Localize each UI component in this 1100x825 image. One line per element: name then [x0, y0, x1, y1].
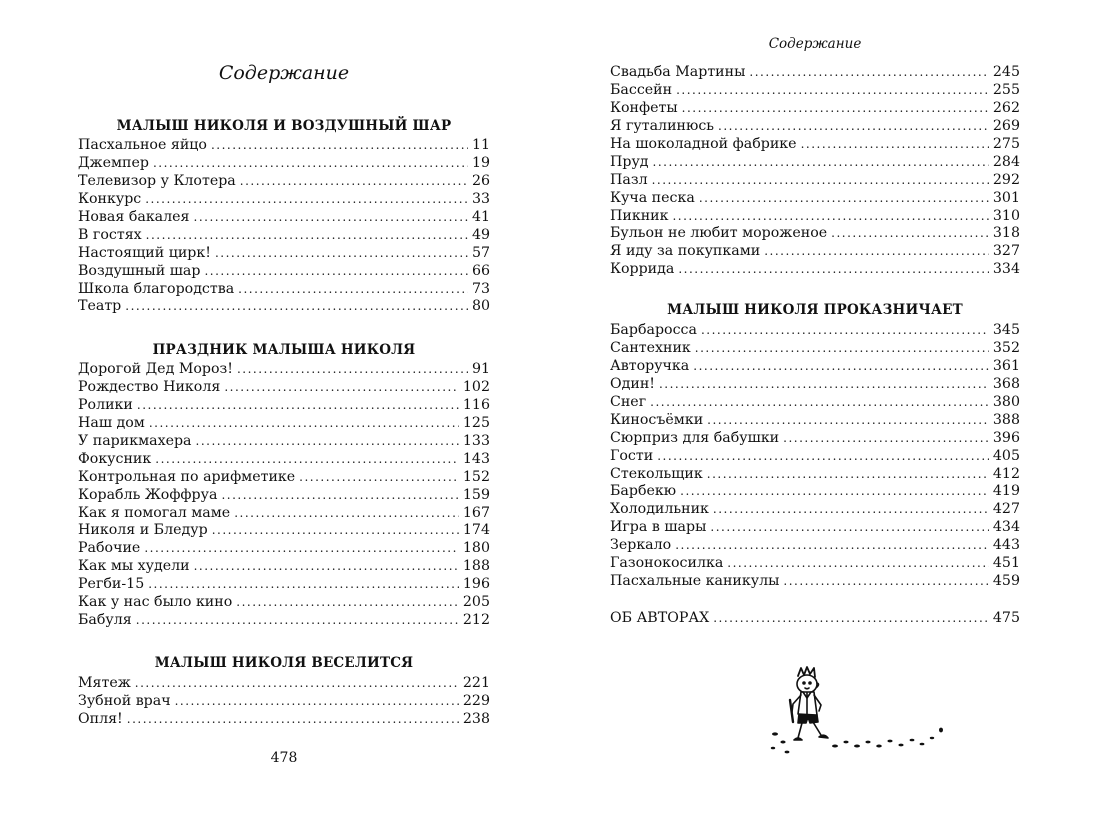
toc-entry[interactable]	[78, 576, 490, 594]
toc-entry-page: 368	[992, 375, 1020, 392]
toc-entry[interactable]	[610, 483, 1020, 501]
toc-entry[interactable]	[610, 610, 1020, 628]
dot-leader	[215, 245, 468, 263]
dot-leader	[695, 340, 989, 358]
dot-leader	[676, 82, 989, 100]
toc-entry-title: Коррида	[610, 261, 675, 278]
toc-entry-page: 26	[471, 172, 490, 189]
dot-leader	[136, 612, 459, 630]
toc-entry-page: 212	[462, 612, 490, 629]
toc-entry-title: Как я помогал маме	[78, 504, 231, 521]
toc-entry-page: 419	[992, 483, 1020, 500]
dot-leader	[175, 693, 459, 711]
section-heading: ПРАЗДНИК МАЛЫША НИКОЛЯ	[152, 342, 416, 358]
toc-entry[interactable]	[610, 501, 1020, 519]
page-number: 478	[270, 750, 298, 766]
dot-leader	[234, 505, 459, 523]
toc-entry[interactable]	[78, 191, 490, 209]
toc-entry-title: Опля!	[78, 710, 123, 727]
toc-entry[interactable]	[610, 555, 1020, 573]
toc-entry-title: Ролики	[78, 396, 133, 413]
toc-list	[78, 361, 490, 630]
toc-entry-page: 301	[992, 189, 1020, 206]
toc-entry[interactable]	[610, 322, 1020, 340]
dot-leader	[707, 412, 989, 430]
dot-leader	[713, 501, 989, 519]
dot-leader	[672, 208, 988, 226]
toc-entry-page: 284	[992, 153, 1020, 170]
toc-entry-title: Рабочие	[78, 540, 141, 557]
toc-entry[interactable]	[610, 412, 1020, 430]
toc-entry[interactable]	[610, 100, 1020, 118]
toc-entry[interactable]	[78, 281, 490, 299]
toc-entry-title: Авторучка	[610, 357, 690, 374]
toc-entry-title: Холодильник	[610, 501, 709, 518]
toc-entry[interactable]	[610, 208, 1020, 226]
toc-entry[interactable]	[610, 519, 1020, 537]
toc-entry-title: Гости	[610, 447, 654, 464]
section-heading: МАЛЫШ НИКОЛЯ ПРОКАЗНИЧАЕТ	[667, 302, 963, 318]
dot-leader	[718, 118, 989, 136]
toc-entry[interactable]	[610, 172, 1020, 190]
toc-entry-page: 91	[471, 361, 490, 377]
toc-entry-title: Настоящий цирк!	[78, 244, 211, 261]
toc-entry-page: 229	[462, 692, 490, 709]
toc-entry[interactable]	[610, 225, 1020, 243]
toc-entry-page: 327	[992, 243, 1020, 260]
toc-entry-page: 292	[992, 171, 1020, 188]
toc-entry-page: 167	[462, 504, 490, 521]
dot-leader	[145, 191, 468, 209]
dot-leader	[764, 243, 989, 261]
section-heading: МАЛЫШ НИКОЛЯ ВЕСЕЛИТСЯ	[154, 655, 414, 671]
toc-entry-page: 262	[992, 99, 1020, 116]
dot-leader	[236, 594, 459, 612]
toc-entry-page: 361	[992, 357, 1020, 374]
toc-entry-title: Рождество Николя	[78, 378, 221, 395]
toc-entry[interactable]	[610, 376, 1020, 394]
toc-entry-page: 143	[462, 450, 490, 467]
dot-leader	[657, 448, 989, 466]
toc-entry[interactable]	[610, 82, 1020, 100]
dot-leader	[144, 540, 459, 558]
dot-leader	[238, 281, 468, 299]
dot-leader	[299, 469, 459, 487]
toc-entry-title: Фокусник	[78, 450, 152, 467]
toc-entry-title: Школа благородства	[78, 280, 235, 297]
toc-entry-title: Джемпер	[78, 154, 149, 171]
left-page	[78, 0, 490, 825]
toc-entry-title: Дорогой Дед Мороз!	[78, 361, 233, 377]
dot-leader	[148, 576, 459, 594]
dot-leader	[831, 225, 989, 243]
dot-leader	[727, 555, 989, 573]
toc-entry[interactable]	[78, 397, 490, 415]
toc-entry-title: Бассейн	[610, 81, 673, 98]
toc-entry-page: 174	[462, 522, 490, 539]
toc-entry-page: 255	[992, 81, 1020, 98]
toc-entry-page: 49	[471, 226, 490, 243]
dot-leader	[699, 190, 989, 208]
toc-entry[interactable]	[78, 451, 490, 469]
dot-leader	[211, 137, 468, 155]
toc-entry-title: Снег	[610, 393, 647, 410]
toc-entry-page: 388	[992, 411, 1020, 428]
toc-entry-title: Барбаросса	[610, 322, 697, 338]
toc-entry-page: 73	[471, 280, 490, 297]
dot-leader	[653, 154, 989, 172]
toc-entry-title: Пруд	[610, 153, 649, 170]
toc-entry-page: 334	[992, 261, 1020, 278]
dot-leader	[240, 173, 468, 191]
toc-entry-page: 57	[471, 244, 490, 261]
toc-entry-title: Регби-15	[78, 576, 145, 593]
toc-entry-title: Сантехник	[610, 339, 691, 356]
toc-entry-page: 275	[992, 135, 1020, 152]
toc-entry-title: Зубной врач	[78, 692, 171, 709]
toc-entry[interactable]	[78, 558, 490, 576]
toc-entry[interactable]	[610, 118, 1020, 136]
toc-entry-page: 11	[471, 137, 490, 153]
toc-entry-page: 33	[471, 190, 490, 207]
toc-entry-page: 405	[992, 447, 1020, 464]
toc-entry-title: Контрольная по арифметике	[78, 468, 296, 485]
dot-leader	[701, 322, 989, 340]
toc-entry-title: Газонокосилка	[610, 555, 724, 572]
toc-entry[interactable]	[78, 540, 490, 558]
boy-figure	[790, 667, 828, 740]
toc-entry[interactable]	[78, 379, 490, 397]
toc-entry[interactable]	[78, 612, 490, 630]
toc-entry-page: 188	[462, 558, 490, 575]
toc-entry-page: 180	[462, 540, 490, 557]
toc-entry[interactable]	[78, 227, 490, 245]
toc-entry[interactable]	[610, 64, 1020, 82]
toc-entry[interactable]	[78, 209, 490, 227]
toc-list	[610, 64, 1020, 279]
toc-entry-title: Мятеж	[78, 675, 131, 691]
dot-leader	[680, 483, 989, 501]
dot-leader	[650, 394, 989, 412]
toc-entry[interactable]	[610, 136, 1020, 154]
toc-entry[interactable]	[610, 358, 1020, 376]
toc-list	[78, 137, 490, 316]
toc-entry[interactable]	[610, 466, 1020, 484]
dot-leader	[801, 136, 989, 154]
dot-leader	[652, 172, 989, 190]
toc-entry-title: Новая бакалея	[78, 208, 190, 225]
toc-entry[interactable]	[78, 263, 490, 281]
toc-entry[interactable]	[610, 340, 1020, 358]
dot-leader	[221, 487, 458, 505]
toc-entry-page: 196	[462, 576, 490, 593]
toc-entry-page: 102	[462, 378, 490, 395]
dot-leader	[675, 537, 989, 555]
toc-entry-page: 434	[992, 519, 1020, 536]
dot-leader	[149, 415, 459, 433]
toc-list	[78, 675, 490, 729]
toc-entry[interactable]	[610, 430, 1020, 448]
toc-entry-page: 133	[462, 432, 490, 449]
toc-entry-page: 380	[992, 393, 1020, 410]
dot-leader	[155, 451, 459, 469]
toc-entry-title: Я иду за покупками	[610, 243, 761, 260]
dot-leader	[137, 397, 459, 415]
toc-entry[interactable]	[610, 154, 1020, 172]
dot-leader	[127, 711, 459, 729]
toc-entry-page: 318	[992, 225, 1020, 242]
toc-entry-page: 41	[471, 208, 490, 225]
toc-entry-title: Свадьба Мартины	[610, 64, 746, 80]
dot-leader	[783, 430, 989, 448]
toc-entry-title: Стекольщик	[610, 465, 703, 482]
dot-leader	[710, 519, 989, 537]
dot-leader	[713, 610, 989, 628]
toc-entry-page: 159	[462, 486, 490, 503]
toc-entry[interactable]	[78, 522, 490, 540]
toc-entry[interactable]	[610, 261, 1020, 279]
toc-entry-page: 269	[992, 117, 1020, 134]
dot-leader	[237, 361, 468, 379]
toc-entry[interactable]	[78, 433, 490, 451]
dot-leader	[682, 100, 989, 118]
toc-entry[interactable]	[610, 537, 1020, 555]
boy-drawing-illustration	[765, 662, 950, 762]
toc-entry[interactable]	[78, 361, 490, 379]
dot-leader	[125, 298, 468, 316]
toc-entry[interactable]	[78, 173, 490, 191]
toc-entry-title: Телевизор у Клотера	[78, 172, 236, 189]
toc-entry-title: Пазл	[610, 171, 648, 188]
toc-entry[interactable]	[78, 675, 490, 693]
toc-entry[interactable]	[78, 693, 490, 711]
dot-leader	[224, 379, 459, 397]
toc-entry-title: ОБ АВТОРАХ	[610, 610, 710, 626]
toc-entry-page: 238	[462, 710, 490, 727]
dot-leader	[135, 675, 459, 693]
toc-entry-title: Николя и Бледур	[78, 522, 208, 539]
toc-entry-page: 66	[471, 262, 490, 279]
dot-leader	[212, 522, 459, 540]
toc-entry[interactable]	[610, 394, 1020, 412]
toc-entry[interactable]	[78, 137, 490, 155]
dot-leader	[194, 209, 468, 227]
toc-entry[interactable]	[610, 190, 1020, 208]
toc-entry-page: 396	[992, 429, 1020, 446]
toc-entry-page: 412	[992, 465, 1020, 482]
toc-entry-page: 475	[992, 610, 1020, 626]
toc-entry[interactable]	[78, 711, 490, 729]
toc-entry-title: Пасхальные каникулы	[610, 573, 780, 590]
toc-entry[interactable]	[610, 243, 1020, 261]
toc-entry[interactable]	[78, 298, 490, 316]
toc-entry-title: Пасхальное яйцо	[78, 137, 207, 153]
toc-entry-page: 443	[992, 537, 1020, 554]
toc-entry-title: В гостях	[78, 226, 142, 243]
toc-entry-title: Бабуля	[78, 612, 132, 629]
section-heading: МАЛЫШ НИКОЛЯ И ВОЗДУШНЫЙ ШАР	[116, 118, 452, 134]
toc-entry[interactable]	[610, 448, 1020, 466]
toc-entry-page: 245	[992, 64, 1020, 80]
toc-entry-title: Пикник	[610, 207, 669, 224]
toc-entry-title: Зеркало	[610, 537, 672, 554]
toc-entry-title: Наш дом	[78, 414, 145, 431]
dot-leader	[783, 573, 989, 591]
toc-entry-page: 116	[462, 396, 490, 413]
dot-leader	[153, 155, 468, 173]
dot-leader	[693, 358, 989, 376]
toc-entry-page: 19	[471, 154, 490, 171]
toc-entry-page: 152	[462, 468, 490, 485]
toc-entry[interactable]	[78, 469, 490, 487]
toc-entry-title: У парикмахера	[78, 432, 192, 449]
toc-entry[interactable]	[78, 415, 490, 433]
toc-entry-title: Куча песка	[610, 189, 695, 206]
dot-leader	[194, 558, 459, 576]
dot-leader	[707, 466, 989, 484]
toc-entry-page: 459	[992, 573, 1020, 590]
toc-entry[interactable]	[78, 155, 490, 173]
toc-entry[interactable]	[78, 505, 490, 523]
dot-leader	[196, 433, 459, 451]
toc-entry-page: 221	[462, 675, 490, 691]
toc-entry-title: Киносъёмки	[610, 411, 704, 428]
toc-entry-page: 345	[992, 322, 1020, 338]
toc-entry-title: Один!	[610, 375, 655, 392]
toc-entry-title: Бульон не любит мороженое	[610, 225, 828, 242]
dot-leader	[659, 376, 989, 394]
toc-entry-page: 125	[462, 414, 490, 431]
toc-entry-title: Как мы худели	[78, 558, 190, 575]
toc-entry[interactable]	[78, 245, 490, 263]
toc-entry-title: Театр	[78, 298, 122, 315]
toc-entry-title: Игра в шары	[610, 519, 707, 536]
toc-entry[interactable]	[78, 487, 490, 505]
dot-leader	[678, 261, 989, 279]
toc-entry-page: 352	[992, 339, 1020, 356]
toc-entry-title: Сюрприз для бабушки	[610, 429, 780, 446]
about-authors-entry	[610, 610, 1020, 628]
toc-entry-title: Барбекю	[610, 483, 677, 500]
page-title: Содержание	[218, 62, 350, 84]
toc-entry-title: Как у нас было кино	[78, 594, 233, 611]
toc-entry-title: Корабль Жоффруа	[78, 486, 218, 503]
toc-list	[610, 322, 1020, 591]
toc-entry-page: 80	[471, 298, 490, 315]
dot-leader	[749, 64, 989, 82]
toc-entry-page: 427	[992, 501, 1020, 518]
toc-entry[interactable]	[610, 573, 1020, 591]
toc-entry-title: Воздушный шар	[78, 262, 201, 279]
toc-entry-title: На шоколадной фабрике	[610, 135, 797, 152]
toc-entry-page: 205	[462, 594, 490, 611]
dot-leader	[204, 263, 468, 281]
toc-entry-page: 310	[992, 207, 1020, 224]
running-head: Содержание	[768, 36, 862, 52]
toc-entry-title: Конфеты	[610, 99, 678, 116]
toc-entry-title: Конкурс	[78, 190, 142, 207]
toc-entry-page: 451	[992, 555, 1020, 572]
toc-entry[interactable]	[78, 594, 490, 612]
toc-entry-title: Я гуталинюсь	[610, 117, 715, 134]
dot-leader	[146, 227, 468, 245]
